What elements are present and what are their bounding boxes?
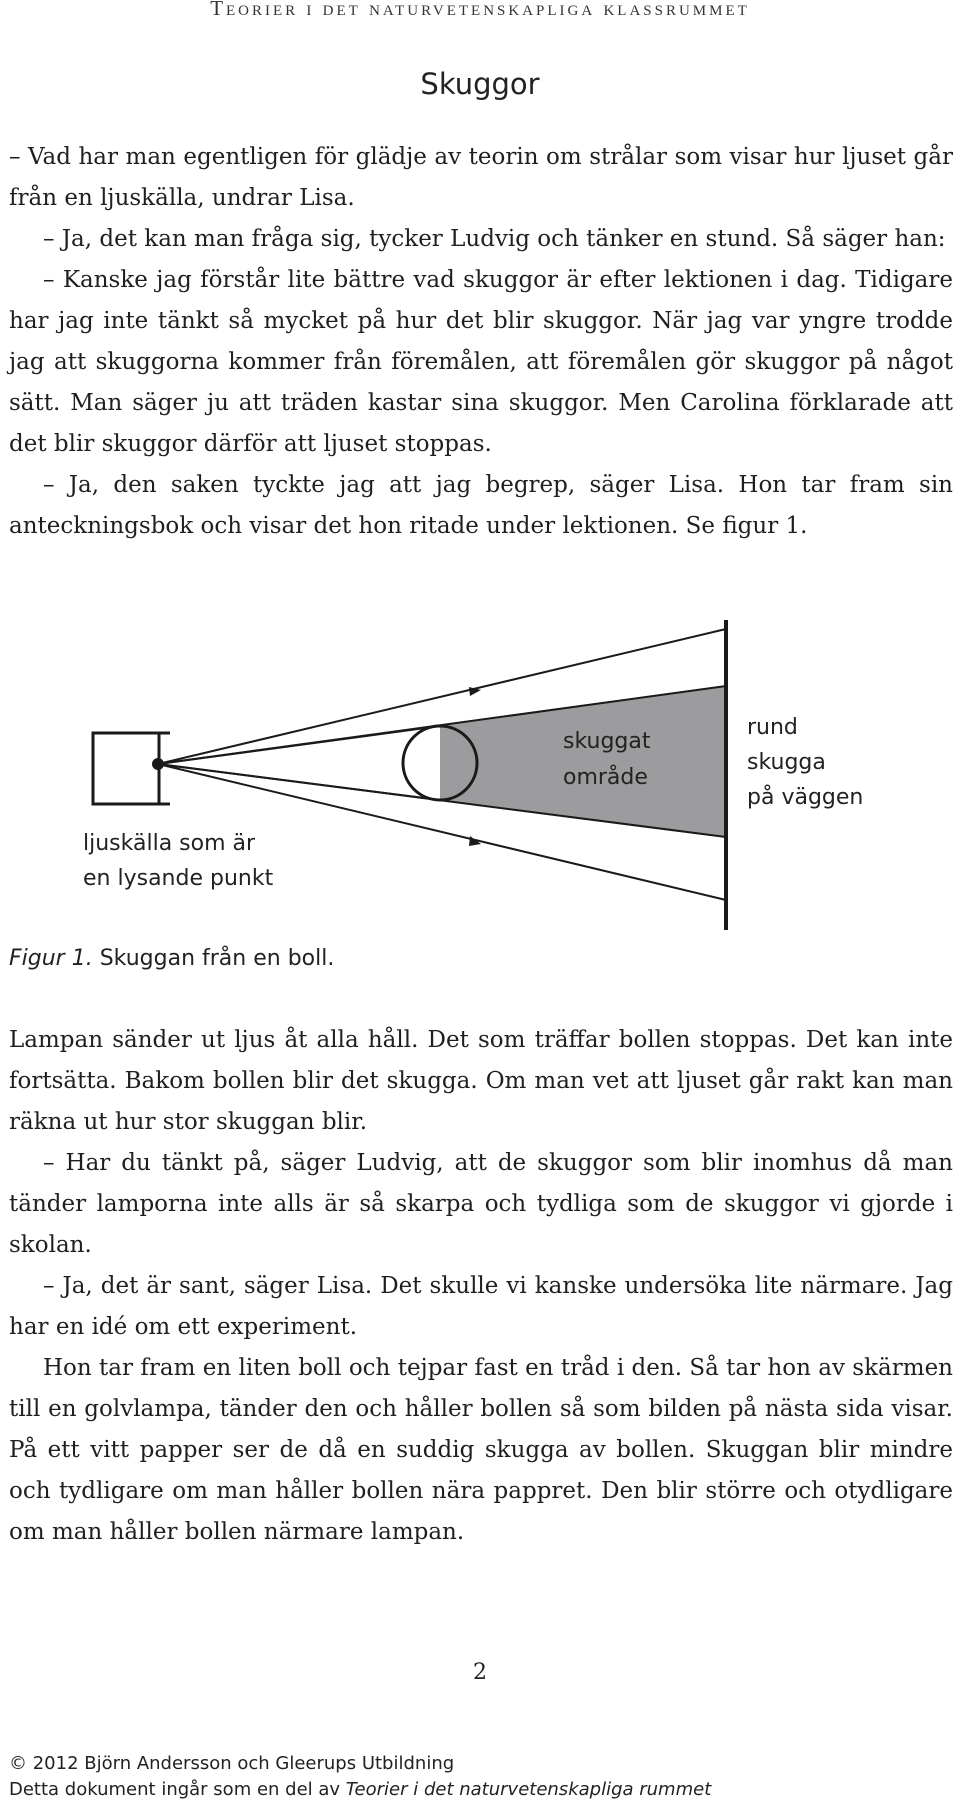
label-shadow-region-line2: område: [563, 765, 648, 790]
paragraph: – Ja, den saken tyckte jag att jag begrep, säger Lisa. Hon tar fram sin anteckningsbok och visar det hon ritade under lektionen. Se figur 1.: [9, 472, 953, 539]
footer-copyright-line: © 2012 Björn Andersson och Gleerups Utbildning: [9, 1753, 455, 1774]
light-ray-bottom-ball: [158, 764, 440, 800]
label-shadow-region-line1: skuggat: [563, 729, 651, 754]
footer-book-title: Teorier i det naturvetenskapliga rummet: [345, 1779, 712, 1800]
paragraph: Lampan sänder ut ljus åt alla håll. Det som träffar bollen stoppas. Det kan inte fortsätta. Bakom bollen blir det skugga. Om man vet att ljuset går rakt kan man räkna ut hur stor skuggan blir.: [9, 1027, 953, 1135]
body-text-bottom: [9, 1020, 953, 1553]
paragraph: – Vad har man egentligen för glädje av teorin om strålar som visar hur ljuset går från en ljuskälla, undrar Lisa.: [9, 144, 953, 211]
page-number: 2: [473, 1660, 487, 1685]
caption-text: Skuggan från en boll.: [92, 946, 335, 971]
section-title: Skuggor: [420, 67, 540, 101]
paragraph: – Har du tänkt på, säger Ludvig, att de skuggor som blir inomhus då man tänder lamporna inte alls är så skarpa och tydliga som de skuggor vi gjorde i skolan.: [9, 1150, 953, 1258]
paragraph: – Ja, det kan man fråga sig, tycker Ludvig och tänker en stund. Så säger han:: [43, 226, 946, 252]
lamp-box: [93, 733, 159, 804]
paragraph: Hon tar fram en liten boll och tejpar fast en tråd i den. Så tar hon av skärmen till en golvlampa, tänder den och håller bollen så som bilden på nästa sida visar. På ett vitt papper ser de då en suddig skugga av bollen. Skuggan blir mindre och tydligare om man håller bollen nära pappret. Den blir större och otydligare om man håller bollen närmare lampan.: [9, 1355, 953, 1545]
body-text-top: [9, 137, 953, 547]
figure-caption: [9, 946, 334, 971]
light-ray-top-ball: [158, 726, 440, 764]
caption-prefix: Figur 1.: [9, 946, 93, 971]
label-light-source-line1: ljuskälla som är: [83, 831, 256, 856]
running-header: Teorier i det naturvetenskapliga klassrummet: [210, 0, 750, 20]
paragraph: – Ja, det är sant, säger Lisa. Det skulle vi kanske undersöka lite närmare. Jag har en idé om ett experiment.: [9, 1273, 953, 1340]
label-wall-line3: på väggen: [747, 785, 864, 810]
label-light-source-line2: en lysande punkt: [83, 866, 274, 891]
figure-shadow-diagram: [0, 610, 960, 940]
paragraph: – Kanske jag förstår lite bättre vad skuggor är efter lektionen i dag. Tidigare har jag inte tänkt så mycket på hur det blir skuggor. När jag var yngre trodde jag att skuggorna kommer från föremålen, att föremålen gör skuggor på något sätt. Man säger ju att träden kastar sina skuggor. Men Carolina förklarade att det blir skuggor därför att ljuset stoppas.: [9, 267, 953, 457]
label-wall-line1: rund: [747, 715, 798, 740]
footer-source-prefix: Detta dokument ingår som en del av: [9, 1779, 346, 1800]
label-wall-line2: skugga: [747, 750, 826, 775]
shaded-region: [440, 686, 726, 837]
copyright-footer: [9, 1751, 711, 1803]
footer-source-line: [9, 1777, 711, 1803]
